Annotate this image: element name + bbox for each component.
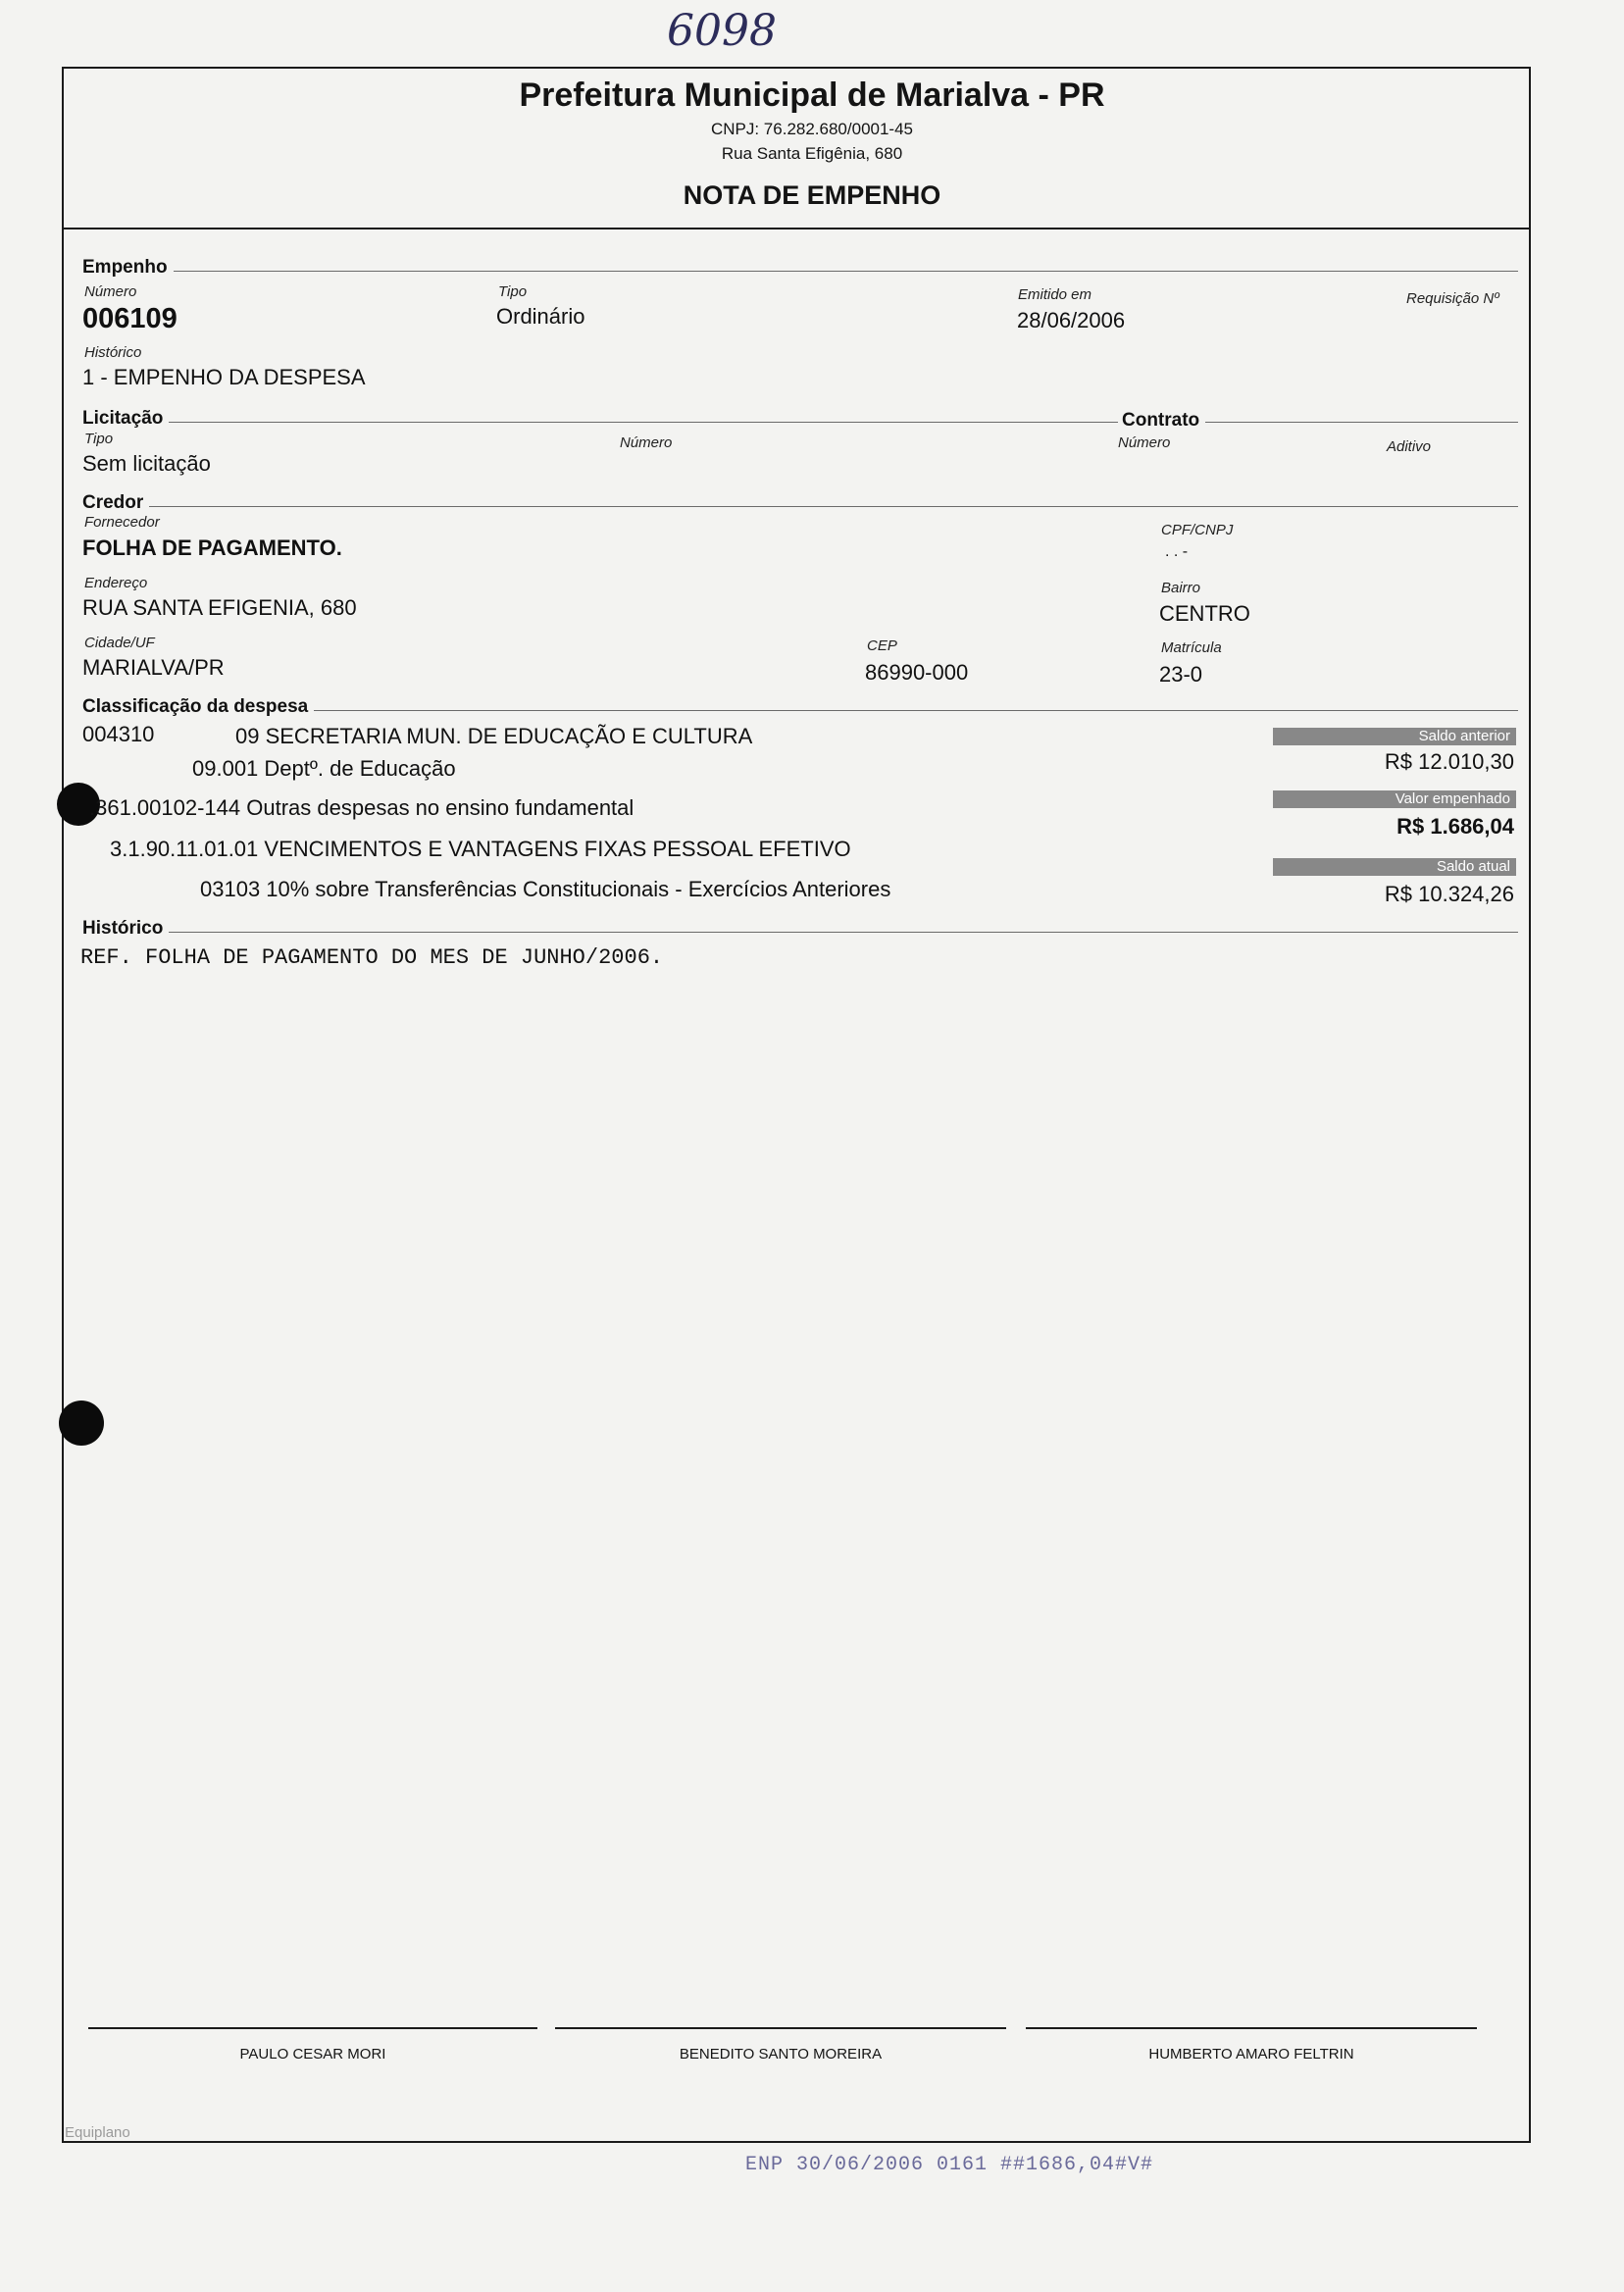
classificacao-line-1: 09 SECRETARIA MUN. DE EDUCAÇÃO E CULTURA [235,724,753,748]
emitido-label: Emitido em [1018,286,1092,303]
contrato-numero-label: Número [1118,434,1171,451]
empenho-section-title: Empenho [82,257,174,279]
org-address: Rua Santa Efigênia, 680 [721,144,903,163]
contrato-section-title: Contrato [1118,410,1205,432]
mechanical-stamp: ENP 30/06/2006 0161 ##1686,04#V# [745,2154,1154,2176]
doc-title: NOTA DE EMPENHO [683,180,941,210]
licitacao-tipo: Sem licitação [82,451,211,476]
software-brand: Equiplano [65,2124,130,2141]
credor-rule [82,506,1518,507]
saldo-anterior: R$ 12.010,30 [1384,749,1514,774]
matricula-label: Matrícula [1161,639,1222,656]
signature-name-2: BENEDITO SANTO MOREIRA [679,2046,883,2063]
empenho-tipo: Ordinário [496,304,585,329]
signature-name-3: HUMBERTO AMARO FELTRIN [1148,2046,1354,2063]
credor-section-title: Credor [82,492,149,514]
licitacao-numero-label: Número [620,434,673,451]
empenho-historico-label: Histórico [84,344,142,361]
classificacao-line-5: 03103 10% sobre Transferências Constitucionais - Exercícios Anteriores [200,877,891,901]
historico-section-title: Histórico [82,918,169,940]
bairro-label: Bairro [1161,580,1201,596]
org-cnpj: CNPJ: 76.282.680/0001-45 [710,120,914,138]
fornecedor: FOLHA DE PAGAMENTO. [82,535,342,560]
classificacao-line-4: 3.1.90.11.01.01 VENCIMENTOS E VANTAGENS FIXAS PESSOAL EFETIVO [110,837,851,861]
empenho-rule [82,271,1518,272]
cep: 86990-000 [865,660,969,685]
emitido-date: 28/06/2006 [1017,308,1126,332]
signature-line-3 [1026,2027,1477,2029]
signature-line-2 [555,2027,1006,2029]
valor-empenhado-label: Valor empenhado [1273,790,1516,808]
historico-rule [82,932,1518,933]
punch-hole-2 [59,1401,104,1446]
bairro: CENTRO [1159,601,1250,626]
valor-empenhado: R$ 1.686,04 [1396,814,1514,839]
handwritten-number: 6098 [667,6,777,56]
empenho-numero: 006109 [82,303,178,334]
cidade-label: Cidade/UF [84,635,155,651]
empenho-tipo-label: Tipo [498,283,528,300]
org-title: Prefeitura Municipal de Marialva - PR [519,76,1105,114]
header-divider [62,228,1531,229]
saldo-anterior-label: Saldo anterior [1273,728,1516,745]
saldo-atual-label: Saldo atual [1273,858,1516,876]
cpf-label: CPF/CNPJ [1161,522,1234,538]
fornecedor-label: Fornecedor [84,514,160,531]
cep-label: CEP [867,637,897,654]
signature-line-1 [88,2027,537,2029]
saldo-atual: R$ 10.324,26 [1384,882,1514,906]
contrato-aditivo-label: Aditivo [1387,438,1432,455]
classificacao-line-2: 09.001 Deptº. de Educação [192,756,456,781]
empenho-historico: 1 - EMPENHO DA DESPESA [82,365,366,389]
classificacao-section-title: Classificação da despesa [82,696,314,718]
licitacao-rule [82,422,1518,423]
endereco-label: Endereço [84,575,148,591]
licitacao-section-title: Licitação [82,408,169,430]
empenho-numero-label: Número [84,283,137,300]
signature-name-1: PAULO CESAR MORI [239,2046,386,2063]
historico-text: REF. FOLHA DE PAGAMENTO DO MES DE JUNHO/2006. [80,945,664,970]
endereco: RUA SANTA EFIGENIA, 680 [82,595,357,620]
cpf: . . - [1165,543,1189,560]
cidade: MARIALVA/PR [82,655,225,680]
requisicao-label: Requisição Nº [1406,290,1499,307]
matricula: 23-0 [1159,662,1203,687]
classificacao-line-3: .361.00102-144 Outras despesas no ensino fundamental [89,795,634,820]
classificacao-code: 004310 [82,722,155,746]
licitacao-tipo-label: Tipo [84,431,114,447]
